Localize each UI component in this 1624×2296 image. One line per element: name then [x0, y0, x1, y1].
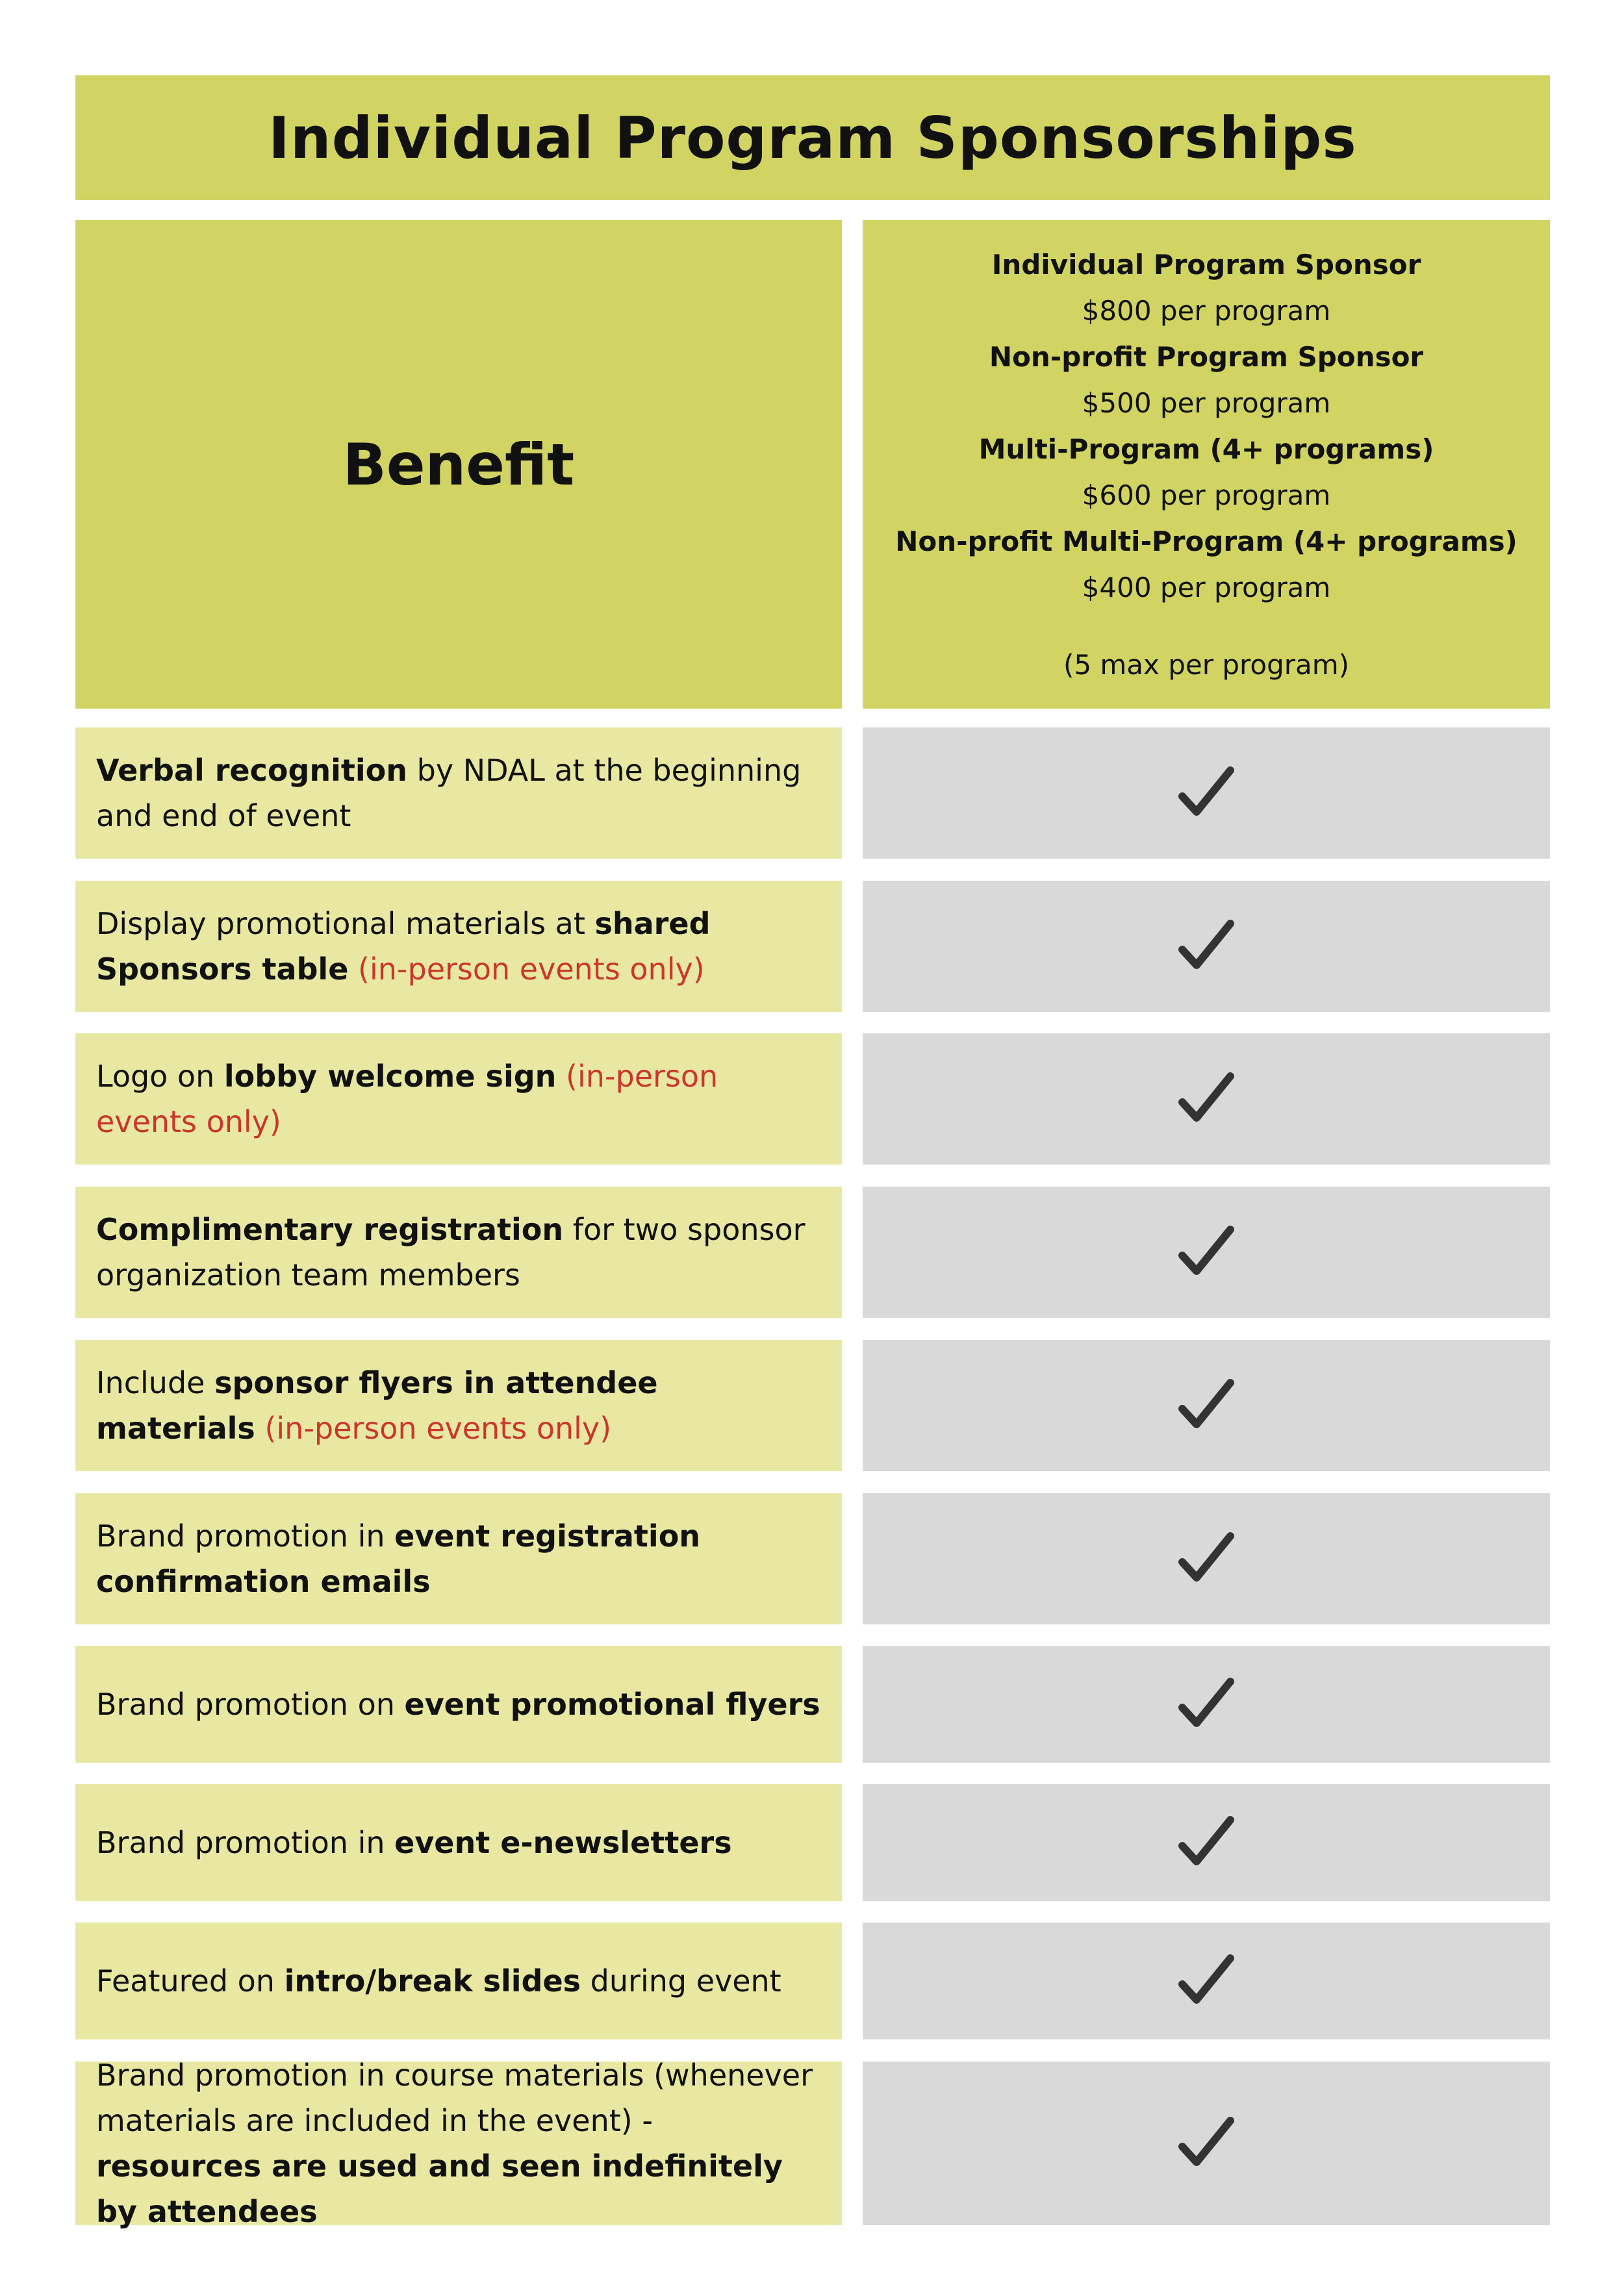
- tier-price: $400 per program: [1082, 571, 1331, 603]
- benefit-text: [96, 748, 821, 839]
- benefit-row-label: [75, 1646, 842, 1763]
- benefit-row-label: [75, 1923, 842, 2039]
- in-person-note: (in-person events only): [358, 952, 705, 987]
- benefit-text-segment: Logo on: [96, 1059, 224, 1094]
- benefit-included-cell: [863, 881, 1550, 1012]
- tier-price: $800 per program: [1082, 294, 1331, 327]
- title-banner: [75, 75, 1550, 200]
- checkmark-icon: [1177, 1070, 1236, 1128]
- checkmark-icon: [1177, 1223, 1236, 1281]
- benefit-row-label: [75, 1784, 842, 1901]
- benefit-text-segment: Display promotional materials at: [96, 906, 595, 941]
- benefit-included-cell: [863, 1187, 1550, 1318]
- benefit-included-cell: [863, 1033, 1550, 1165]
- tier-name: Multi-Program (4+ programs): [978, 433, 1434, 465]
- benefit-text-segment: [255, 1411, 265, 1446]
- in-person-note: (in-person events only): [264, 1411, 612, 1446]
- benefit-text-segment: [348, 952, 358, 987]
- checkmark-icon: [1177, 2114, 1236, 2173]
- benefit-included-cell: [863, 1340, 1550, 1471]
- benefit-text-segment: intro/break slides: [284, 1963, 581, 1999]
- benefit-text: [96, 1053, 821, 1144]
- benefit-row-label: [75, 881, 842, 1012]
- benefit-row-label: [75, 1340, 842, 1471]
- benefit-text-segment: Complimentary registration: [96, 1212, 564, 1247]
- benefit-included-cell: [863, 1923, 1550, 2039]
- benefit-text: [96, 901, 821, 992]
- in-person-note: (in-person events only): [96, 1059, 718, 1139]
- benefit-text-segment: Verbal recognition: [96, 753, 408, 788]
- benefit-text: [96, 1207, 821, 1298]
- benefit-text-segment: Brand promotion on: [96, 1687, 405, 1722]
- benefit-text-segment: [556, 1059, 566, 1094]
- checkmark-icon: [1177, 1530, 1236, 1588]
- benefit-text-segment: Featured on: [96, 1963, 285, 1999]
- benefit-text-segment: lobby welcome sign: [223, 1059, 557, 1094]
- benefit-included-cell: [863, 727, 1550, 859]
- pricing-header: [863, 220, 1550, 709]
- benefit-header-label: Benefit: [342, 431, 575, 498]
- benefit-text-segment: Brand promotion in: [96, 1519, 395, 1554]
- benefit-text: [96, 1820, 732, 1865]
- benefit-text: [96, 1682, 820, 1727]
- page-title: Individual Program Sponsorships: [268, 104, 1357, 171]
- benefit-included-cell: [863, 2062, 1550, 2225]
- benefit-header: [75, 220, 842, 709]
- tier-name: Non-profit Program Sponsor: [989, 340, 1424, 373]
- benefit-row-label: [75, 1187, 842, 1318]
- benefit-row-label: [75, 727, 842, 859]
- benefit-text: [96, 2052, 821, 2234]
- benefit-text: [96, 1513, 821, 1604]
- benefit-text-segment: for two sponsor organization team members: [96, 1212, 806, 1293]
- checkmark-icon: [1177, 1813, 1236, 1872]
- benefit-text-segment: event e-newsletters: [394, 1825, 732, 1860]
- tier-price: $500 per program: [1082, 386, 1331, 419]
- checkmark-icon: [1177, 764, 1236, 822]
- benefit-text-segment: Brand promotion in course materials (whenever materials are included in the event) -: [96, 2058, 813, 2138]
- benefit-text-segment: Include: [96, 1365, 215, 1400]
- max-sponsors-note: (5 max per program): [1063, 648, 1350, 681]
- checkmark-icon: [1177, 1952, 1236, 2010]
- benefit-text: [96, 1958, 781, 2004]
- tier-name: Individual Program Sponsor: [991, 248, 1421, 281]
- checkmark-icon: [1177, 1675, 1236, 1734]
- benefit-text-segment: event promotional flyers: [404, 1687, 820, 1722]
- benefit-text-segment: shared Sponsors table: [96, 906, 711, 987]
- benefit-text-segment: during event: [581, 1963, 781, 1999]
- benefit-row-label: [75, 1033, 842, 1165]
- benefit-row-label: [75, 2058, 842, 2229]
- benefit-text-segment: by NDAL at the beginning and end of event: [96, 753, 802, 833]
- benefit-text-segment: Brand promotion in: [96, 1825, 395, 1860]
- benefit-text-segment: event registration confirmation emails: [96, 1519, 701, 1599]
- tier-price: $600 per program: [1082, 479, 1331, 511]
- checkmark-icon: [1177, 1376, 1236, 1435]
- benefit-text-segment: resources are used and seen indefinitely by attendees: [96, 2149, 783, 2229]
- benefit-included-cell: [863, 1646, 1550, 1763]
- benefit-text-segment: sponsor flyers in attendee materials: [96, 1365, 658, 1446]
- benefit-row-label: [75, 1493, 842, 1624]
- benefit-text: [96, 1360, 821, 1451]
- benefit-included-cell: [863, 1784, 1550, 1901]
- tier-name: Non-profit Multi-Program (4+ programs): [895, 525, 1517, 557]
- benefit-included-cell: [863, 1493, 1550, 1624]
- checkmark-icon: [1177, 917, 1236, 976]
